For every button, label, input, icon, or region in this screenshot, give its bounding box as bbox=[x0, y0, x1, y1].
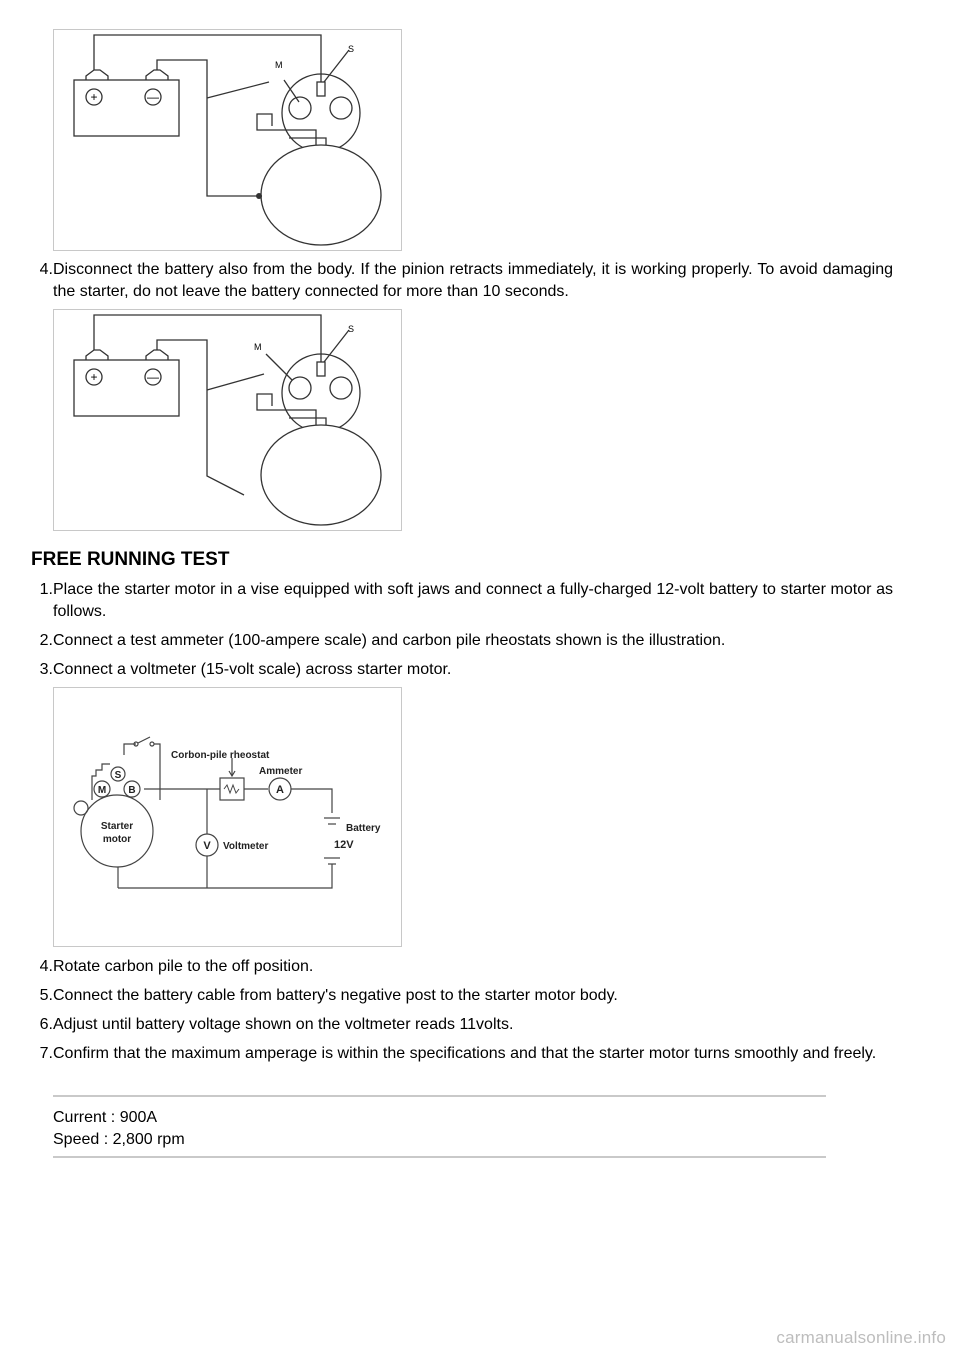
ammeter-label: Ammeter bbox=[259, 766, 303, 777]
list-item-number: 5. bbox=[39, 987, 53, 1004]
battery-voltage-label: 12V bbox=[334, 839, 354, 851]
figure-starter-hold-in-test bbox=[53, 309, 402, 531]
list-item-number: 4. bbox=[39, 261, 53, 278]
list-item-number: 6. bbox=[39, 1016, 53, 1033]
battery-box bbox=[74, 80, 179, 136]
list-item-number: 3. bbox=[39, 661, 53, 678]
starter-motor-label-line2: motor bbox=[102, 834, 132, 845]
battery-minus-label: — bbox=[147, 90, 159, 104]
starter-motor-label-line1: Starter bbox=[100, 821, 134, 832]
list-item-text: Connect a voltmeter (15-volt scale) across starter motor. bbox=[53, 661, 452, 678]
terminal-b-label: B bbox=[128, 785, 136, 796]
figure-free-running-test-circuit bbox=[53, 687, 402, 947]
list-item-text: Place the starter motor in a vise equipped with soft jaws and connect a fully-charged 12-volt battery to starter motor as follows. bbox=[53, 581, 893, 620]
label-m: M bbox=[254, 342, 262, 352]
figure-starter-pull-in-test bbox=[53, 29, 402, 251]
terminal-m-label: M bbox=[97, 785, 107, 796]
list-item-text: Confirm that the maximum amperage is within the specifications and that the starter motor turns smoothly and freely. bbox=[53, 1045, 877, 1062]
ammeter-symbol: A bbox=[276, 784, 284, 796]
label-s: S bbox=[348, 324, 355, 334]
voltmeter-label: Voltmeter bbox=[223, 841, 269, 852]
rheostat-label: Corbon-pile rheostat bbox=[171, 750, 270, 761]
list-item-text: Connect a test ammeter (100-ampere scale) and carbon pile rheostats shown is the illustration. bbox=[53, 632, 726, 649]
section-title: FREE RUNNING TEST bbox=[31, 549, 230, 570]
battery-plus-label: + bbox=[90, 370, 98, 384]
battery-label: Battery bbox=[346, 823, 381, 834]
list-item-text: Adjust until battery voltage shown on the voltmeter reads 11volts. bbox=[53, 1016, 514, 1033]
list-item-number: 4. bbox=[39, 958, 53, 975]
spec-speed: Speed : 2,800 rpm bbox=[53, 1131, 185, 1148]
watermark: carmanualsonline.info bbox=[776, 1328, 946, 1347]
list-item-text: Connect the battery cable from battery's negative post to the starter motor body. bbox=[53, 987, 618, 1004]
spec-top-rule bbox=[53, 1095, 826, 1097]
battery-minus-label: — bbox=[147, 370, 159, 384]
spec-current: Current : 900A bbox=[53, 1109, 158, 1126]
battery-plus-label: + bbox=[90, 90, 98, 104]
list-item-number: 7. bbox=[39, 1045, 53, 1062]
label-m: M bbox=[275, 60, 283, 70]
list-item-text: Rotate carbon pile to the off position. bbox=[53, 958, 314, 975]
terminal-s-label: S bbox=[114, 770, 122, 781]
label-s: S bbox=[348, 44, 355, 54]
voltmeter-symbol: V bbox=[203, 840, 211, 852]
list-item-number: 1. bbox=[39, 581, 53, 598]
list-item-text: Disconnect the battery also from the body. If the pinion retracts immediately, it is working properly. To avoid damaging the starter, do not leave the battery connected for more than 10 seconds. bbox=[53, 261, 893, 300]
list-item-number: 2. bbox=[39, 632, 53, 649]
spec-bottom-rule bbox=[53, 1156, 826, 1158]
